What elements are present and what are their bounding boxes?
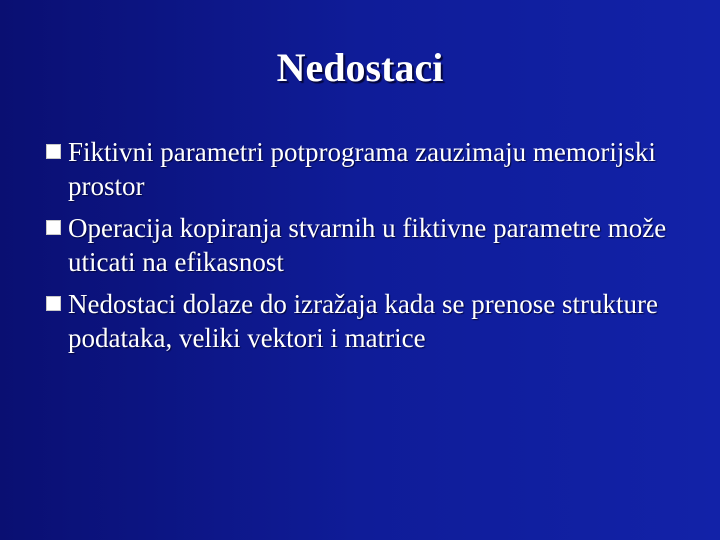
bullet-text: Fiktivni parametri potprograma zauzimaju memorijski prostor bbox=[68, 137, 656, 201]
bullet-item bbox=[46, 211, 686, 279]
square-bullet-icon bbox=[46, 144, 61, 159]
bullet-item bbox=[46, 287, 686, 355]
bullet-item bbox=[46, 135, 686, 203]
bullet-text: Nedostaci dolaze do izražaja kada se prenose strukture podataka, veliki vektori i matrice bbox=[68, 289, 658, 353]
square-bullet-icon bbox=[46, 220, 61, 235]
slide-title: Nedostaci bbox=[276, 45, 444, 90]
square-bullet-icon bbox=[46, 296, 61, 311]
bullet-text: Operacija kopiranja stvarnih u fiktivne parametre može uticati na efikasnost bbox=[68, 213, 667, 277]
bullet-list bbox=[46, 135, 686, 363]
